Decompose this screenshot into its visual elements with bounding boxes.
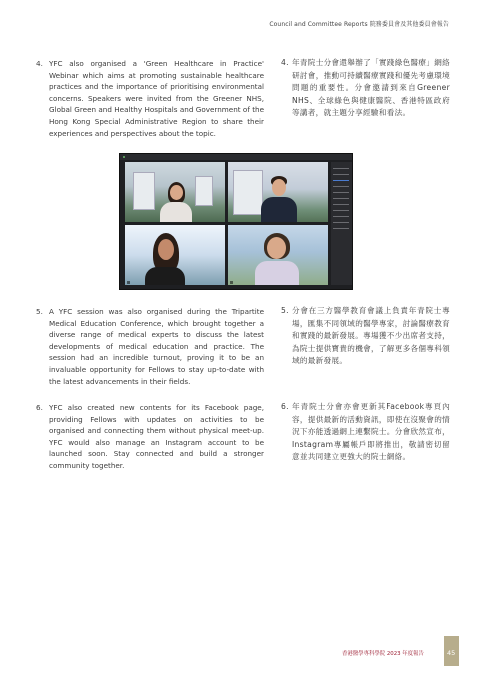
- paragraph-en-6: [36, 402, 264, 472]
- paragraph-text: 分會在三方醫學教育會議上負責年青院士專場，匯集不同領域的醫學專家，討論醫療教育和實踐的最新發展。專場獲不少出席者支持，為院士提供寶貴的機會，了解更多各個專科領域的最新發展。: [292, 306, 450, 366]
- item-number: 4.: [36, 59, 43, 68]
- paragraph-text: 年青院士分會亦會更新其Facebook專頁內容，提供最新的活動資訊，即使在沒聚會的情況下亦能透過網上連繫院士。分會欣然宣布，Instagram專屬帳戶即將推出，敬請密切留意並共同建立更強大的院士網絡。: [292, 402, 450, 462]
- video-tile-speaker-4: [228, 225, 328, 285]
- paragraph-text: A YFC session was also organised during the Tripartite Medical Education Conference, which brought together a diverse range of medical experts to discuss the latest developments of medical education and practice. The session had an incredible turnout, proving it to be an invaluable opportunity for Fellows to stay up-to-date with the latest advancements in their fields.: [49, 307, 264, 386]
- participant-label: [127, 281, 130, 284]
- page-number: 45: [447, 649, 456, 657]
- paragraph-text: 年青院士分會還舉辦了「實踐綠色醫療」網絡研討會，推動可持續醫療實踐和優先考慮環境問題的重要性。分會邀請到來自Greener NHS、全球綠色與健康醫院、香港特區政府等講者，就主題分享經驗和看法。: [292, 58, 450, 118]
- footer-title: 香港醫學專科學院 2023 年度報告: [342, 651, 424, 657]
- paragraph-zh-6: [281, 401, 450, 464]
- item-number: 6.: [281, 402, 289, 411]
- participants-panel: [331, 162, 352, 285]
- video-tile-speaker-1: [125, 162, 225, 222]
- paragraph-en-4: [36, 58, 264, 139]
- video-tile-speaker-3: [125, 225, 225, 285]
- paragraph-text: YFC also organised a 'Green Healthcare in Practice' Webinar which aims at promoting sustainable healthcare practices and the importance of prioritising environmental concerns. Speakers were invited from the Greener NHS, Global Green and Healthy Hospitals and Government of the Hong Kong Special Administrative Region to share their experiences and perspectives about the topic.: [49, 59, 264, 138]
- item-number: 4.: [281, 58, 289, 67]
- participant-label: [230, 281, 233, 284]
- paragraph-zh-4: [281, 57, 450, 120]
- item-number: 5.: [281, 306, 289, 315]
- item-number: 6.: [36, 403, 43, 412]
- paragraph-text: YFC also created new contents for its Facebook page, providing Fellows with updates on activities to be organised and connecting them without physical meet-up. YFC would also manage an Instagram account to be launched soon. Stay connected and build a stronger community together.: [49, 403, 264, 470]
- window-titlebar: [120, 154, 352, 160]
- paragraph-zh-5: [281, 305, 450, 368]
- item-number: 5.: [36, 307, 43, 316]
- video-tile-speaker-2: [228, 162, 328, 222]
- page-header: Council and Committee Reports 院務委員會及其他委員會報告: [269, 21, 449, 28]
- paragraph-en-5: [36, 306, 264, 387]
- webinar-screenshot: [119, 153, 353, 290]
